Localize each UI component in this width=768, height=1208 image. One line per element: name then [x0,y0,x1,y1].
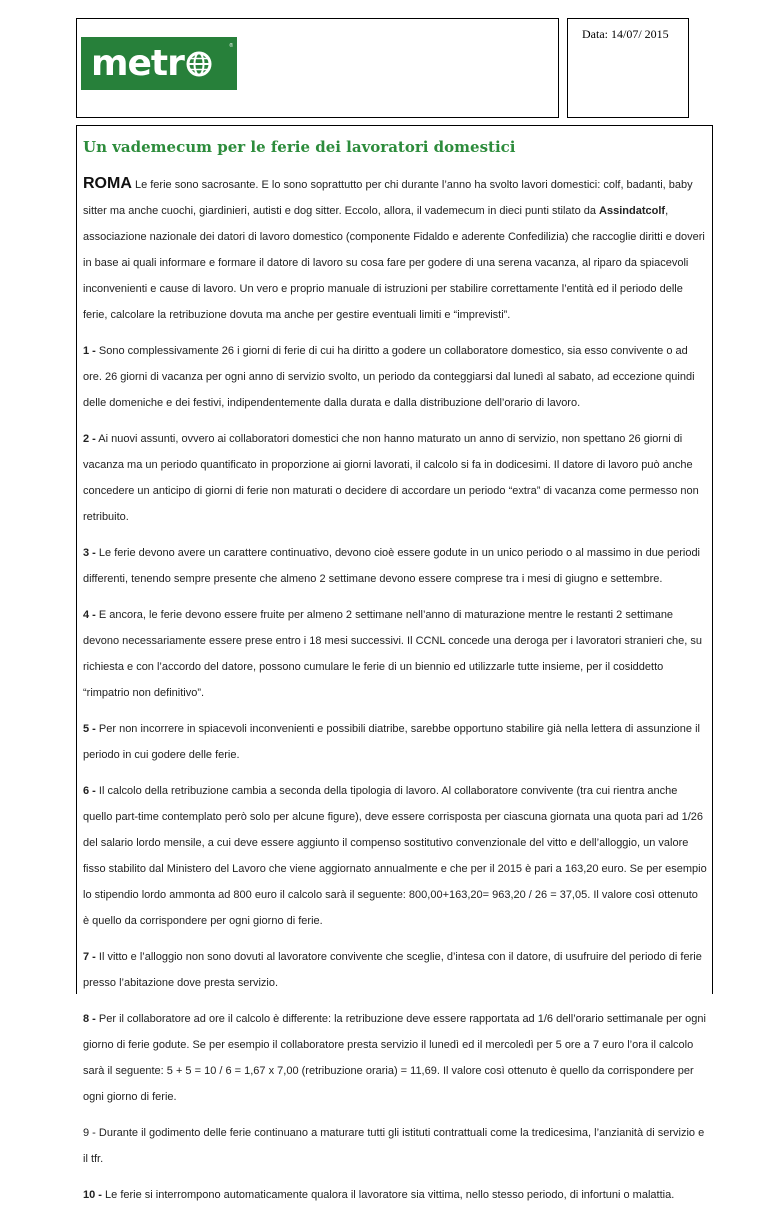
point-8 [83,1006,707,1110]
point-text: Ai nuovi assunti, ovvero ai collaboratori domestici che non hanno maturato un anno di servizio, non spettano 26 giorni di vacanza ma un periodo quantificato in proporzione ai giorni lavorati, il calcolo si fa in dodicesimi. Il datore di lavoro può anche concedere un anticipo di giorni di ferie non maturati o decidere di accordare un periodo “extra” di vacanza come permesso non retribuito. [83,433,699,523]
point-text: E ancora, le ferie devono essere fruite per almeno 2 settimane nell’anno di maturazione mentre le restanti 2 settimane devono necessariamente essere prese entro i 18 mesi successivi. Il CCNL concede una deroga per i lavoratori stranieri che, su richiesta e con l’accordo del datore, possono cumulare le ferie di un biennio ed utilizzarle tutte insieme, per il cosiddetto “rimpatrio non definitivo”. [83,609,702,699]
point-7 [83,944,707,996]
point-2 [83,426,707,530]
intro-text-2: , associazione nazionale dei datori di lavoro domestico (componente Fidaldo e aderente Confedilizia) che raccoglie diritti e doveri in base ai quali informare e formare il datore di lavoro su cosa fare per godere di una serena vacanza, al riparo da spiacevoli inconvenienti e cause di lavoro. Un vero e proprio manuale di istruzioni per stabilire correttamente l’entità ed il periodo delle ferie, calcolare la retribuzione dovuta ma anche per gestire eventuali limiti e “imprevisti”. [83,205,705,321]
point-number: 3 - [83,547,96,559]
point-text: Il vitto e l’alloggio non sono dovuti al lavoratore convivente che sceglie, d’intesa con il datore, di usufruire del periodo di ferie presso l’abitazione dove presta servizio. [83,951,702,989]
article-title: Un vademecum per le ferie dei lavoratori domestici [83,138,516,156]
point-text: Per il collaboratore ad ore il calcolo è differente: la retribuzione deve essere rapportata ad 1/6 dell’orario settimanale per ogni giorno di ferie godute. Se per esempio il collaboratore presta servizio il lunedì ed il mercoledì per 5 ore a 7 euro l’ora il calcolo sarà il seguente: 5 + 5 = 10 / 6 = 1,67 x 7,00 (retribuzione oraria) = 11,69. Il valore così ottenuto è quello da corrispondere per ogni giorno di ferie. [83,1013,706,1103]
point-6 [83,778,707,934]
point-number: 2 - [83,433,96,445]
point-3 [83,540,707,592]
date-label: Data: 14/07/ 2015 [582,27,669,41]
intro-organization: Assindatcolf [599,205,666,217]
point-number: 1 - [83,345,96,357]
point-number: 6 - [83,785,96,797]
dateline-city: ROMA [83,175,132,192]
point-text: Le ferie devono avere un carattere continuativo, devono cioè essere godute in un unico periodo o al massimo in due periodi differenti, tenendo sempre presente che almeno 2 settimane devono essere comprese tra i mesi di giugno e settembre. [83,547,701,585]
article-intro [83,171,707,328]
logo-text: metr [91,42,184,84]
point-number: 9 - [83,1127,96,1139]
point-4 [83,602,707,706]
intro-text-1: Le ferie sono sacrosante. E lo sono soprattutto per chi durante l’anno ha svolto lavori domestici: colf, badanti, baby sitter ma anche cuochi, giardinieri, autisti e dog sitter. Eccolo, allora, il vademecum in dieci punti stilato da [83,179,693,217]
article-body [77,137,707,1208]
point-text: Per non incorrere in spiacevoli inconvenienti e possibili diatribe, sarebbe opportuno stabilire già nella lettera di assunzione il periodo in cui godere delle ferie. [83,723,700,761]
point-number: 4 - [83,609,96,621]
point-number: 5 - [83,723,96,735]
point-10 [83,1182,707,1208]
date-box [567,18,689,118]
metro-logo [81,37,237,90]
point-number: 7 - [83,951,96,963]
point-5 [83,716,707,768]
point-1 [83,338,707,416]
point-9 [83,1120,707,1172]
point-text: Sono complessivamente 26 i giorni di ferie di cui ha diritto a godere un collaboratore domestico, sia esso convivente o ad ore. 26 giorni di vacanza per ogni anno di servizio svolto, un periodo da conteggiarsi dal lunedì al sabato, ad eccezione quindi delle domeniche e dei festivi, indipendentemente dalla durata e dalla distribuzione dell’orario di lavoro. [83,345,695,409]
point-text: Il calcolo della retribuzione cambia a seconda della tipologia di lavoro. Al collaboratore convivente (tra cui rientra anche quello part-time contemplato però solo per alcune figure), deve essere corrisposta per ciascuna giornata una quota pari ad 1/26 del salario lordo mensile, a cui deve essere aggiunto il compenso sostitutivo convenzionale del vitto e dell’alloggio, un valore fisso stabilito dal Ministero del Lavoro che viene aggiornato annualmente e che per il 2015 è pari a 163,20 euro. Se per esempio lo stipendio lordo ammonta ad 800 euro il calcolo sarà il seguente: 800,00+163,20= 963,20 / 26 = 37,05. Il valore così ottenuto è quello da corrispondere per ogni giorno di ferie. [83,785,707,927]
registered-mark-icon: ® [229,43,233,49]
globe-icon [186,51,212,77]
point-number: 8 - [83,1013,96,1025]
article-box [76,125,713,1201]
point-text: Le ferie si interrompono automaticamente qualora il lavoratore sia vittima, nello stesso periodo, di infortuni o malattia. [101,1189,675,1201]
point-text: Durante il godimento delle ferie continuano a maturare tutti gli istituti contrattuali come la tredicesima, l’anzianità di servizio e il tfr. [83,1127,705,1165]
point-number: 10 - [83,1189,102,1201]
